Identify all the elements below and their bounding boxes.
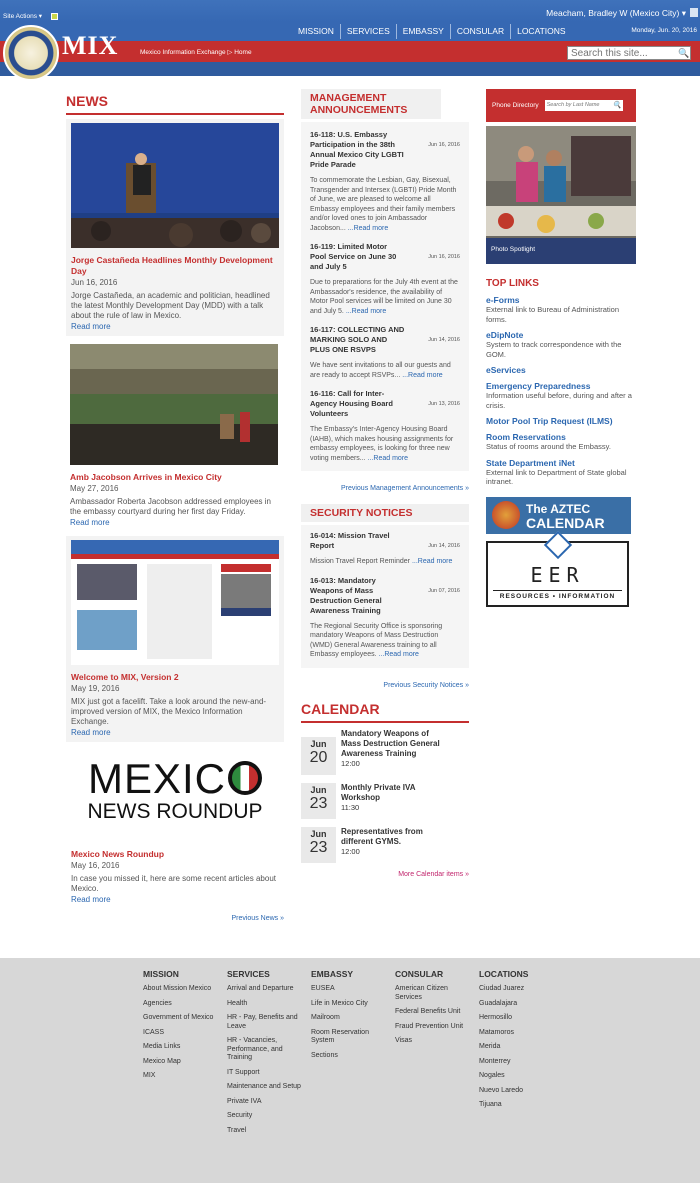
nav-mission[interactable]: MISSION: [298, 26, 334, 36]
search-input[interactable]: [568, 47, 676, 59]
top-link-item: [486, 295, 636, 324]
news-item-summary: In case you missed it, here are some recent articles about Mexico.: [71, 874, 276, 893]
calendar-event-time: 12:00: [341, 846, 360, 856]
read-more-link[interactable]: Read more: [71, 895, 111, 904]
previous-security-link[interactable]: [301, 682, 469, 689]
top-links-title: TOP LINKS: [486, 278, 539, 289]
top-link-desc: Status of rooms around the Embassy.: [486, 442, 611, 451]
top-link-eforms[interactable]: e-Forms: [486, 295, 520, 305]
footer-link[interactable]: Fraud Prevention Unit: [395, 1022, 464, 1030]
footer-link[interactable]: Arrival and Departure: [227, 985, 294, 992]
announcement-summary-text: To commemorate the Lesbian, Gay, Bisexual, Transgender and Intersex (LGBTI) Pride Month of June, we are pleased to welcome all Embassy employees and their family members and/or loved ones to join Ambassador Jacobson...: [310, 177, 457, 232]
footer-link[interactable]: ICASS: [143, 1028, 165, 1036]
footer-link[interactable]: Visas: [395, 1037, 412, 1044]
footer-heading[interactable]: SERVICES: [227, 969, 270, 979]
read-more-link[interactable]: Read more: [71, 728, 111, 737]
footer-link[interactable]: Monterrey: [479, 1057, 511, 1065]
footer-heading[interactable]: CONSULAR: [395, 969, 444, 979]
calendar-date-badge: [301, 783, 336, 819]
footer-link[interactable]: Tijuana: [479, 1101, 502, 1108]
top-link-desc: System to track correspondence with the GOM.: [486, 340, 622, 359]
news-item-date: Jun 16, 2016: [71, 278, 118, 287]
top-link-item: [486, 458, 636, 487]
footer-link[interactable]: Maintenance and Setup: [227, 1083, 301, 1090]
footer-link[interactable]: Mailroom: [311, 1014, 340, 1021]
news-column: [66, 93, 284, 922]
top-link-eservices[interactable]: eServices: [486, 365, 526, 375]
announcement-summary: [310, 278, 460, 316]
announcement-title[interactable]: 16-119: Limited Motor Pool Service on June 30 and July 5: [310, 242, 397, 271]
aztec-banner-text: [526, 501, 605, 530]
read-more-link[interactable]: Read more: [70, 518, 110, 527]
edit-page-icon[interactable]: [51, 13, 58, 20]
announcement-summary: [310, 176, 460, 233]
phone-search-placeholder[interactable]: Search by Last Name: [546, 102, 600, 108]
read-more-link[interactable]: ...Read more: [367, 454, 409, 462]
footer-link[interactable]: Security: [227, 1112, 253, 1119]
top-links-list: [486, 295, 636, 487]
announcement-date: Jun 14, 2016: [428, 337, 460, 343]
footer-link[interactable]: Merida: [479, 1043, 501, 1050]
announcement-item: [310, 325, 460, 380]
top-link-motor-pool[interactable]: Motor Pool Trip Request (ILMS): [486, 416, 613, 426]
footer-col-consular: [395, 969, 470, 1052]
phone-directory: [486, 89, 636, 122]
footer-link[interactable]: Guadalajara: [479, 999, 518, 1007]
news-item-date: May 19, 2016: [71, 684, 120, 693]
read-more-link[interactable]: Read more: [71, 322, 111, 331]
mexico-flag-icon: [228, 761, 262, 795]
announcement-date: Jun 13, 2016: [428, 401, 460, 407]
read-more-link[interactable]: ...Read more: [347, 224, 389, 232]
calendar-title: CALENDAR: [301, 700, 380, 717]
news-item-title[interactable]: Jorge Castañeda Headlines Monthly Development Day: [71, 255, 273, 276]
footer-link[interactable]: Mexico Map: [143, 1057, 181, 1065]
read-more-link[interactable]: ...Read more: [378, 651, 419, 658]
footer-link[interactable]: Government of Mexico: [143, 1014, 214, 1021]
top-link-item: [486, 330, 636, 359]
news-item: [66, 119, 284, 336]
top-link-emergency[interactable]: Emergency Preparedness: [486, 381, 591, 391]
right-sidebar: [486, 89, 636, 607]
security-title[interactable]: 16-014: Mission Travel Report: [310, 531, 390, 550]
footer-link[interactable]: American Citizen Services: [395, 985, 448, 1001]
calendar-date-badge: [301, 737, 336, 775]
footer-link[interactable]: Room Reservation System: [311, 1028, 369, 1044]
news-item: [66, 536, 284, 742]
read-more-link[interactable]: ...Read more: [411, 558, 453, 565]
news-item-summary: MIX just got a facelift. Take a look around the new-and-improved version of MIX, the Mexico Information Exchange.: [71, 697, 267, 726]
roundup-logo-word: MEXIC: [87, 755, 226, 802]
news-header: [66, 93, 284, 115]
footer-link[interactable]: EUSEA: [311, 985, 335, 992]
footer-col-mission: [143, 969, 218, 1087]
calendar-month: Jun: [310, 784, 327, 795]
site-actions-menu[interactable]: Site Actions ▾: [3, 13, 43, 20]
footer-link[interactable]: Hermosillo: [479, 1014, 513, 1021]
announcement-item: [310, 130, 460, 233]
security-list: [301, 525, 469, 668]
footer-link[interactable]: Nogales: [479, 1072, 505, 1079]
read-more-link[interactable]: ...Read more: [345, 307, 387, 315]
top-link-desc: External link to Bureau of Administration forms.: [486, 305, 619, 324]
footer-link[interactable]: Travel: [227, 1126, 247, 1134]
calendar-month: Jun: [310, 828, 327, 839]
top-link-room-reservations[interactable]: Room Reservations: [486, 432, 566, 442]
calendar-event-title[interactable]: Monthly Private IVA Workshop: [341, 782, 416, 802]
news-item: [66, 746, 284, 909]
top-link-desc: External link to Department of State global intranet.: [486, 467, 627, 486]
footer-link[interactable]: HR - Pay, Benefits and Leave: [227, 1014, 298, 1030]
calendar-item: [301, 827, 469, 863]
security-summary: [310, 622, 460, 660]
aztec-seal-icon: [492, 501, 520, 529]
current-date: Monday, Jun. 20, 2016: [631, 27, 697, 34]
announcement-date: Jun 16, 2016: [428, 142, 460, 148]
calendar-day: 20: [309, 748, 328, 766]
news-item-summary: Ambassador Roberta Jacobson addressed employees in the embassy courtyard during her first day Friday.: [70, 497, 272, 516]
announcement-title[interactable]: 16-117: COLLECTING AND MARKING SOLO AND PLUS ONE RSVPS: [310, 325, 405, 354]
news-item-date: May 16, 2016: [71, 861, 120, 870]
footer-heading[interactable]: EMBASSY: [311, 969, 354, 979]
top-link-item: [486, 365, 636, 375]
announcement-summary: [310, 425, 460, 463]
aztec-line-1: The AZTEC: [526, 501, 591, 516]
nav-consular[interactable]: CONSULAR: [450, 24, 510, 39]
calendar-day: 23: [309, 838, 328, 856]
aztec-calendar-banner[interactable]: [486, 497, 631, 534]
previous-security-text[interactable]: Previous Security Notices »: [383, 681, 469, 689]
news-photo-castaneda[interactable]: [71, 123, 279, 248]
footer-link[interactable]: Ciudad Juarez: [479, 985, 525, 992]
security-date: Jun 14, 2016: [428, 543, 460, 549]
calendar-day: 23: [309, 794, 328, 812]
breadcrumb[interactable]: Mexico Information Exchange ▷ Home: [140, 49, 252, 56]
news-item: [66, 340, 284, 532]
previous-management-text[interactable]: Previous Management Announcements »: [340, 485, 469, 492]
footer-col-locations: [479, 969, 554, 1116]
more-calendar-link[interactable]: [301, 871, 469, 878]
security-item: [310, 576, 460, 660]
calendar-event-time: 12:00: [341, 758, 360, 768]
roundup-logo-subtitle: NEWS ROUNDUP: [87, 800, 263, 823]
security-summary-text: The Regional Security Office is sponsoring mandatory Weapons of Mass Destruction (WMD) General Awareness training to all Embassy employees.: [310, 622, 443, 658]
eer-title: EER: [530, 562, 585, 587]
announcement-item: [310, 389, 460, 463]
footer-link[interactable]: IT Support: [227, 1068, 260, 1076]
previous-news-text[interactable]: Previous News »: [231, 915, 284, 922]
nav-locations[interactable]: LOCATIONS: [510, 24, 572, 39]
search-icon[interactable]: 🔍: [612, 102, 622, 109]
footer-link[interactable]: Sections: [311, 1051, 338, 1059]
main-nav: [292, 24, 572, 39]
security-summary-text: Mission Travel Report Reminder: [310, 558, 412, 565]
announcement-summary-text: The Embassy's Inter-Agency Housing Board (IAHB), which makes housing assignments for embassy employees, is looking for three new voting members...: [310, 426, 454, 462]
user-menu[interactable]: Meacham, Bradley W (Mexico City) ▾: [546, 8, 686, 18]
photo-spotlight-caption: Photo Spotlight: [486, 238, 636, 264]
footer-link[interactable]: Private IVA: [227, 1097, 262, 1105]
announcement-summary-text: Due to preparations for the July 4th event at the Ambassador's residence, the availability of Motor Pool services will be limited on June 30 and July 5.: [310, 279, 458, 315]
nav-embassy[interactable]: EMBASSY: [396, 24, 450, 39]
news-item-date: May 27, 2016: [70, 484, 119, 493]
footer: [0, 958, 700, 1183]
eer-subtitle: RESOURCES • INFORMATION: [493, 590, 622, 600]
eer-banner[interactable]: [486, 541, 629, 607]
footer-link[interactable]: Health: [227, 999, 248, 1007]
calendar-event-title[interactable]: Mandatory Weapons of Mass Destruction General Awareness Training: [341, 728, 440, 758]
calendar-item: [301, 783, 469, 819]
calendar-event-time: 11:30: [341, 802, 360, 812]
footer-link[interactable]: Matamoros: [479, 1028, 515, 1036]
footer-link[interactable]: Federal Benefits Unit: [395, 1008, 461, 1015]
security-date: Jun 07, 2016: [428, 587, 460, 594]
embassy-seal-logo[interactable]: [3, 25, 59, 81]
center-column: [301, 89, 469, 878]
news-roundup-logo[interactable]: [71, 750, 279, 842]
calendar-item: [301, 729, 469, 775]
news-photo-mix-screenshot[interactable]: [71, 540, 279, 665]
security-item: [310, 531, 460, 567]
news-photo-jacobson[interactable]: [70, 344, 278, 465]
news-title: NEWS: [66, 93, 108, 109]
announcement-title[interactable]: 16-116: Call for Inter-Agency Housing Board Volunteers: [310, 389, 393, 418]
previous-news-link[interactable]: [66, 915, 284, 922]
footer-link[interactable]: Life in Mexico City: [311, 999, 368, 1007]
top-link-item: [486, 432, 636, 452]
security-title[interactable]: 16-013: Mandatory Weapons of Mass Destruction General Awareness Training: [310, 575, 382, 615]
nav-services[interactable]: SERVICES: [340, 24, 396, 39]
search-icon[interactable]: 🔍: [678, 48, 690, 58]
management-header: MANAGEMENT ANNOUNCEMENTS: [301, 89, 441, 119]
security-summary: [310, 557, 460, 567]
footer-col-embassy: [311, 969, 386, 1066]
management-list: [301, 122, 469, 471]
previous-management-link[interactable]: [301, 485, 469, 492]
footer-heading[interactable]: LOCATIONS: [479, 969, 529, 979]
news-item-title[interactable]: Welcome to MIX, Version 2: [71, 672, 179, 682]
footer-link[interactable]: HR - Vacancies, Performance, and Training: [227, 1037, 283, 1061]
top-link-desc: Information useful before, during and after a crisis.: [486, 391, 632, 410]
user-icon[interactable]: [690, 8, 698, 17]
news-item-title[interactable]: Amb Jacobson Arrives in Mexico City: [70, 472, 222, 482]
phone-directory-search[interactable]: [545, 100, 623, 111]
footer-link[interactable]: MIX: [143, 1072, 156, 1079]
top-link-inet[interactable]: State Department iNet: [486, 457, 575, 468]
calendar-month: Jun: [310, 738, 327, 749]
footer-link[interactable]: Media Links: [143, 1043, 181, 1050]
calendar-date-badge: [301, 827, 336, 863]
announcement-summary: [310, 361, 460, 380]
top-link-item: [486, 416, 636, 426]
announcement-item: [310, 242, 460, 316]
top-link-edipnote[interactable]: eDipNote: [486, 330, 524, 340]
calendar-list: [301, 729, 469, 863]
header-blue-band: [0, 62, 700, 76]
footer-link[interactable]: Nuevo Laredo: [479, 1086, 523, 1094]
more-calendar-text[interactable]: More Calendar items »: [398, 870, 469, 878]
announcement-date: Jun 16, 2016: [428, 254, 460, 260]
read-more-link[interactable]: ...Read more: [402, 371, 443, 379]
envelope-icon: [544, 530, 572, 558]
footer-col-services: [227, 969, 302, 1141]
site-search[interactable]: [567, 46, 691, 60]
news-item-title[interactable]: Mexico News Roundup: [71, 849, 165, 859]
footer-link[interactable]: Agencies: [143, 999, 172, 1007]
phone-directory-label: Phone Directory: [492, 102, 539, 109]
footer-link[interactable]: About Mission Mexico: [143, 985, 212, 992]
footer-heading[interactable]: MISSION: [143, 969, 179, 979]
mix-logo[interactable]: MIX: [62, 31, 119, 60]
calendar-header: [301, 701, 469, 723]
aztec-line-2: CALENDAR: [526, 514, 605, 531]
photo-spotlight[interactable]: [486, 126, 636, 264]
announcement-summary-text: We have sent invitations to all our guests and are ready to accept RSVPs...: [310, 362, 451, 379]
announcement-title[interactable]: 16-118: U.S. Embassy Participation in the 38th Annual Mexico City LGBTI Pride Parade: [310, 130, 404, 169]
news-item-summary: Jorge Castañeda, an academic and politician, headlined the latest Monthly Development Day (MDD) with a talk about the rule of law in Mexico.: [71, 291, 270, 320]
security-header: SECURITY NOTICES: [301, 504, 469, 522]
top-link-item: [486, 381, 636, 410]
calendar-event-title[interactable]: Representatives from different GYMS.: [341, 826, 423, 846]
